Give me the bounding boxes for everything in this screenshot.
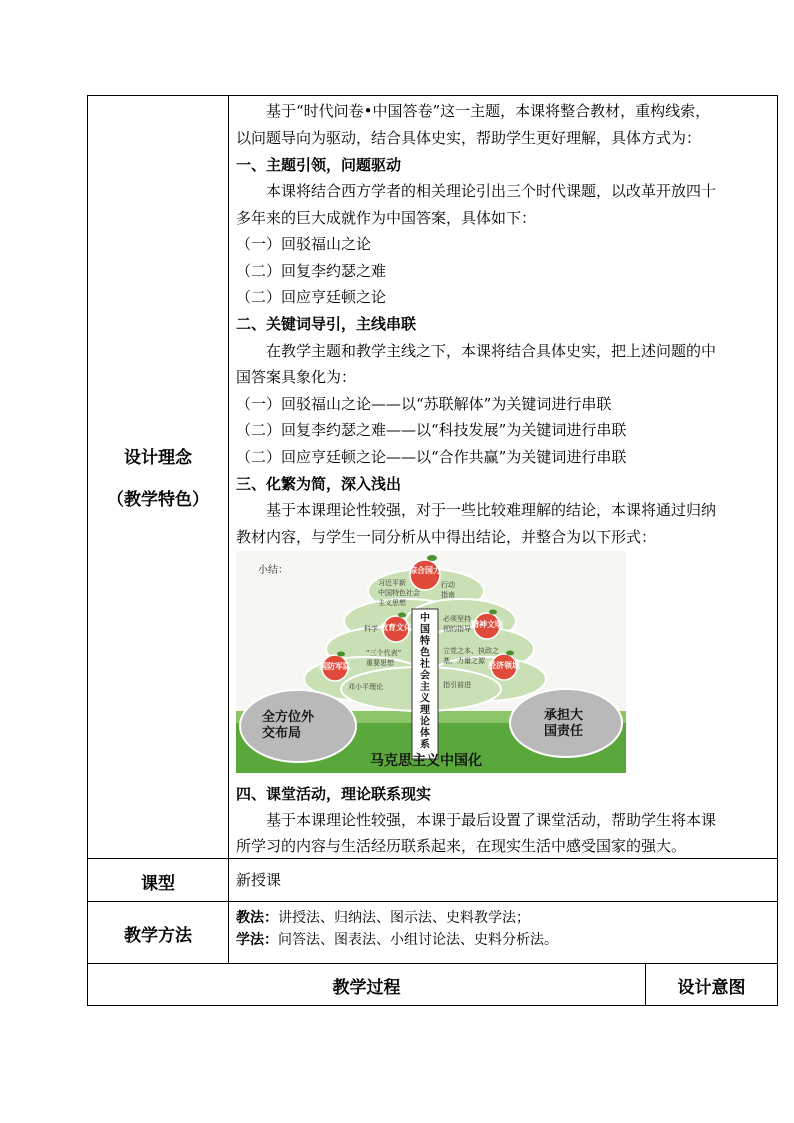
design-label-sub: （教学特色）	[107, 490, 209, 510]
cloud-text: 指南	[441, 591, 455, 599]
course-type-label: 课型	[141, 874, 175, 894]
trunk-char: 国	[420, 624, 430, 636]
trunk-char: 色	[420, 647, 430, 659]
cloud-text: 科学	[364, 625, 378, 633]
apple-label: 精神文明	[471, 620, 503, 629]
intro-line-2: 以问题导向为驱动，结合具体史实，帮助学生更好理解，具体方式为：	[236, 129, 702, 147]
section-3-title: 三、化繁为简，深入浅出	[236, 475, 402, 493]
teach-method-label: 教法：	[236, 910, 278, 926]
section-2-title: 二、关键词导引，主线串联	[236, 315, 417, 333]
trunk-char: 义	[420, 693, 430, 705]
section-1-title: 一、主题引领，问题驱动	[236, 156, 402, 174]
methods-label: 教学方法	[124, 926, 192, 946]
section-1-para-1: 本课将结合西方学者的相关理论引出三个时代课题，以改革开放四十	[266, 182, 717, 200]
cloud-text: 习近平新	[378, 579, 406, 587]
figure-caption: 小结：	[258, 565, 288, 576]
course-type-value: 新授课	[236, 871, 282, 889]
trunk-text	[419, 611, 431, 751]
intent-label: 设计意图	[677, 978, 746, 998]
apple-label: 综合国力	[409, 566, 441, 575]
cloud-text: 主义思想	[378, 599, 406, 607]
cloud-text: 彻的指导	[443, 625, 471, 633]
design-label: 设计理念	[124, 448, 192, 468]
trunk-char: 会	[420, 670, 430, 682]
cloud-text: 邓小平理论	[348, 683, 383, 691]
cloud-text: 重要思想	[366, 659, 394, 667]
section-4-para-2: 所学习的内容与生活经历联系起来，在现实生活中感受国家的强大。	[236, 837, 687, 855]
cloud-text: 基、力量之源	[443, 657, 485, 665]
section-2-para-1: 在教学主题和教学主线之下，本课将结合具体史实，把上述问题的中	[266, 342, 717, 360]
section-2-item: （二）回应亨廷顿之论——以“合作共赢”为关键词进行串联	[236, 448, 627, 466]
trunk-char: 体	[420, 728, 430, 739]
trunk-char: 论	[420, 716, 430, 728]
cloud-text: 行动	[441, 581, 455, 589]
section-1-para-2: 多年来的巨大成就作为中国答案，具体如下：	[236, 209, 537, 227]
table-border-row3	[87, 963, 778, 964]
trunk-char: 中	[420, 613, 430, 624]
process-label: 教学过程	[332, 978, 401, 998]
cloud-text: “三个代表”	[366, 649, 402, 657]
section-3-para-2: 教材内容，与学生一同分析从中得出结论，并整合为以下形式：	[236, 528, 657, 546]
summary-tree-svg	[236, 551, 626, 773]
learn-method-value: 问答法、图表法、小组讨论法、史料分析法。	[278, 932, 558, 948]
section-1-item: （二）回应亨廷顿之论	[236, 288, 387, 306]
section-1-item: （二）回复李约瑟之难	[236, 262, 387, 280]
trunk-char: 系	[420, 739, 430, 751]
section-1-item: （一）回驳福山之论	[236, 235, 372, 253]
section-2-item: （一）回驳福山之论——以“苏联解体”为关键词进行串联	[236, 395, 612, 413]
table-border-top	[87, 95, 778, 96]
section-2-para-2: 国答案具象化为：	[236, 368, 357, 386]
section-2-item: （二）回复李约瑟之难——以“科技发展”为关键词进行串联	[236, 421, 627, 439]
trunk-char: 主	[420, 682, 430, 693]
rock-text: 交布局	[262, 726, 302, 741]
trunk-char: 理	[420, 705, 430, 716]
summary-tree-figure	[236, 551, 626, 773]
trunk-char: 社	[420, 659, 430, 670]
table-border-bottom	[87, 1005, 778, 1006]
cloud-text: 指引前进	[443, 681, 471, 689]
table-border-right	[777, 95, 778, 1006]
apple-label: 经济领域	[488, 661, 520, 670]
apple-label: 国防军队	[319, 662, 351, 671]
learn-method-line	[236, 929, 558, 951]
cloud-text: 必须坚持	[443, 615, 471, 623]
teach-method-line	[236, 907, 530, 929]
section-4-para-1: 基于本课理论性较强，本课于最后设置了课堂活动，帮助学生将本课	[266, 811, 717, 829]
figure-base-text: 马克思主义中国化	[370, 753, 482, 769]
rock-text: 承担大	[544, 708, 584, 723]
section-3-para-1: 基于本课理论性较强，对于一些比较难理解的结论，本课将通过归纳	[266, 501, 717, 519]
section-4-title: 四、课堂活动，理论联系现实	[236, 785, 432, 803]
rock-text: 国责任	[544, 724, 584, 739]
learn-method-label: 学法：	[236, 932, 278, 948]
cloud-text: 中国特色社会	[378, 589, 420, 597]
rock-text: 全方位外	[262, 710, 315, 725]
teach-method-value: 讲授法、归纳法、图示法、史料教学法；	[278, 910, 530, 926]
table-border-row2	[87, 901, 778, 902]
right-rock	[510, 689, 622, 757]
apple-mark	[410, 560, 440, 590]
intro-line-1: 基于“时代问卷•中国答卷”这一主题，本课将整合教材，重构线索，	[266, 102, 711, 120]
trunk-char: 特	[420, 636, 430, 647]
cloud-text: 立党之本、执政之	[443, 647, 499, 655]
apple-label: 教育文化	[380, 623, 412, 632]
table-border-label-col	[228, 95, 229, 964]
